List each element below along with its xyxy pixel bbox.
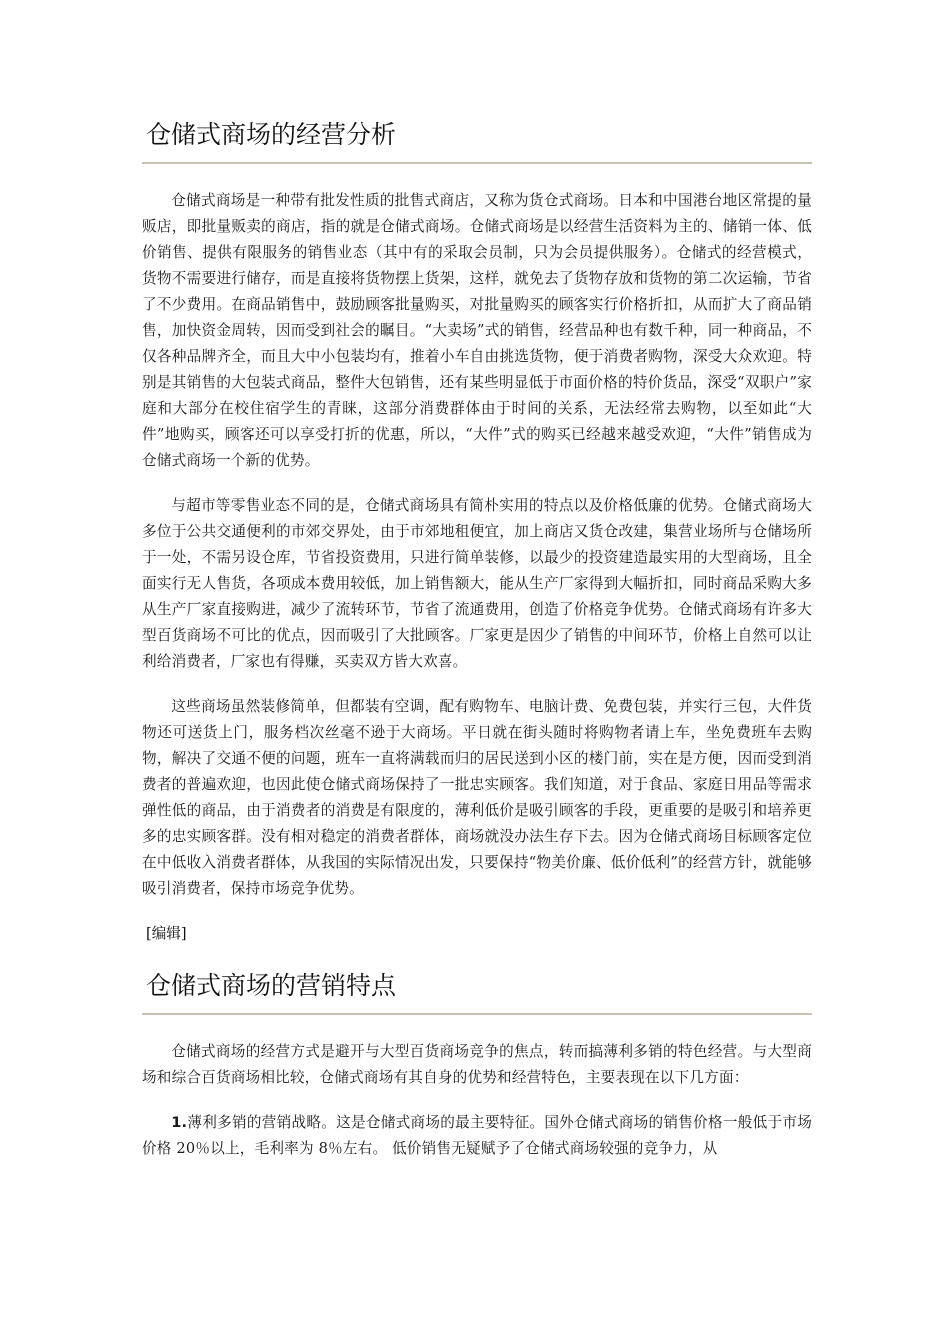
paragraph: 仓储式商场是一种带有批发性质的批售式商店，又称为货仓式商场。日本和中国港台地区常提的量贩店，即批量贩卖的商店，指的就是仓储式商场。仓储式商场是以经营生活资料为主的、储销一体、低价销售、提供有限服务的销售业态（其中有的采取会员制，只为会员提供服务）。仓储式的经营模式，货物不需要进行储存，而是直接将货物摆上货架，这样，就免去了货物存放和货物的第二次运输，节省了不少费用。在商品销售中，鼓励顾客批量购买，对批量购买的顾客实行价格折扣，从而扩大了商品销售，加快资金周转，因而受到社会的瞩目。“大卖场”式的销售，经营品种也有数千种，同一种商品，不仅各种品牌齐全，而且大中小包装均有，推着小车自由挑选货物，便于消费者购物，深受大众欢迎。特别是其销售的大包装式商品，整件大包销售，还有某些明显低于市面价格的特价货品，深受“双职户”家庭和大部分在校住宿学生的青睐，这部分消费群体由于时间的关系，无法经常去购物，以至如此“大件”地购买，顾客还可以享受打折的优惠，所以，“大件”式的购买已经越来越受欢迎，“大件”销售成为仓储式商场一个新的优势。 (142, 192, 812, 469)
paragraph: 仓储式商场的经营方式是避开与大型百货商场竞争的焦点，转而搞薄利多销的特色经营。与大型商场和综合百货商场相比较，仓储式商场有其自身的优势和经营特色，主要表现在以下几方面： (142, 1043, 812, 1086)
section-business-analysis (142, 110, 812, 947)
section-title: 仓储式商场的营销特点 (146, 971, 397, 1000)
list-item (142, 1110, 812, 1162)
paragraph: 与超市等零售业态不同的是，仓储式商场具有简朴实用的特点以及价格低廉的优势。仓储式商场大多位于公共交通便利的市郊交界处，由于市郊地租便宜，加上商店又货仓改建，集营业场所与仓储场所于一处，不需另设仓库，节省投资费用，只进行简单装修，以最少的投资建造最实用的大型商场，且全面实行无人售货，各项成本费用较低，加上销售额大，能从生产厂家得到大幅折扣，同时商品采购大多从生产厂家直接购进，减少了流转环节，节省了流通费用，创造了价格竞争优势。仓储式商场有许多大型百货商场不可比的优点，因而吸引了大批顾客。厂家更是因少了销售的中间环节，价格上自然可以让利给消费者，厂家也有得赚，买卖双方皆大欢喜。 (142, 497, 812, 670)
paragraph: 这些商场虽然装修简单，但都装有空调，配有购物车、电脑计费、免费包装，并实行三包，大件货物还可送货上门，服务档次丝毫不逊于大商场。平日就在街头随时将购物者请上车，坐免费班车去购物，解决了交通不便的问题，班车一直将满载而归的居民送到小区的楼门前，实在是方便，因而受到消费者的普遍欢迎，也因此使仓储式商场保持了一批忠实顾客。我们知道，对于食品、家庭日用品等需求弹性低的商品，由于消费者的消费是有限度的，薄利低价是吸引顾客的手段，更重要的是吸引和培养更多的忠实顾客群。没有相对稳定的消费者群体，商场就没办法生存下去。因为仓储式商场目标顾客定位在中低收入消费者群体，从我国的实际情况出发，只要保持“物美价廉、低价低利”的经营方针，就能够吸引消费者，保持市场竞争优势。 (142, 698, 812, 897)
section-title: 仓储式商场的经营分析 (146, 120, 397, 149)
title-divider (142, 162, 812, 164)
edit-link[interactable]: [编辑] (146, 925, 187, 942)
section-marketing-features (142, 969, 812, 1162)
title-divider (142, 1013, 812, 1015)
list-item-number: 1. (171, 1114, 188, 1131)
list-item-text: 薄利多销的营销战略。这是仓储式商场的最主要特征。国外仓储式商场的销售价格一般低于市场价格 20％以上，毛利率为 8％左右。 低价销售无疑赋予了仓储式商场较强的竞争力，从 (142, 1114, 812, 1157)
document-page (142, 110, 812, 1181)
